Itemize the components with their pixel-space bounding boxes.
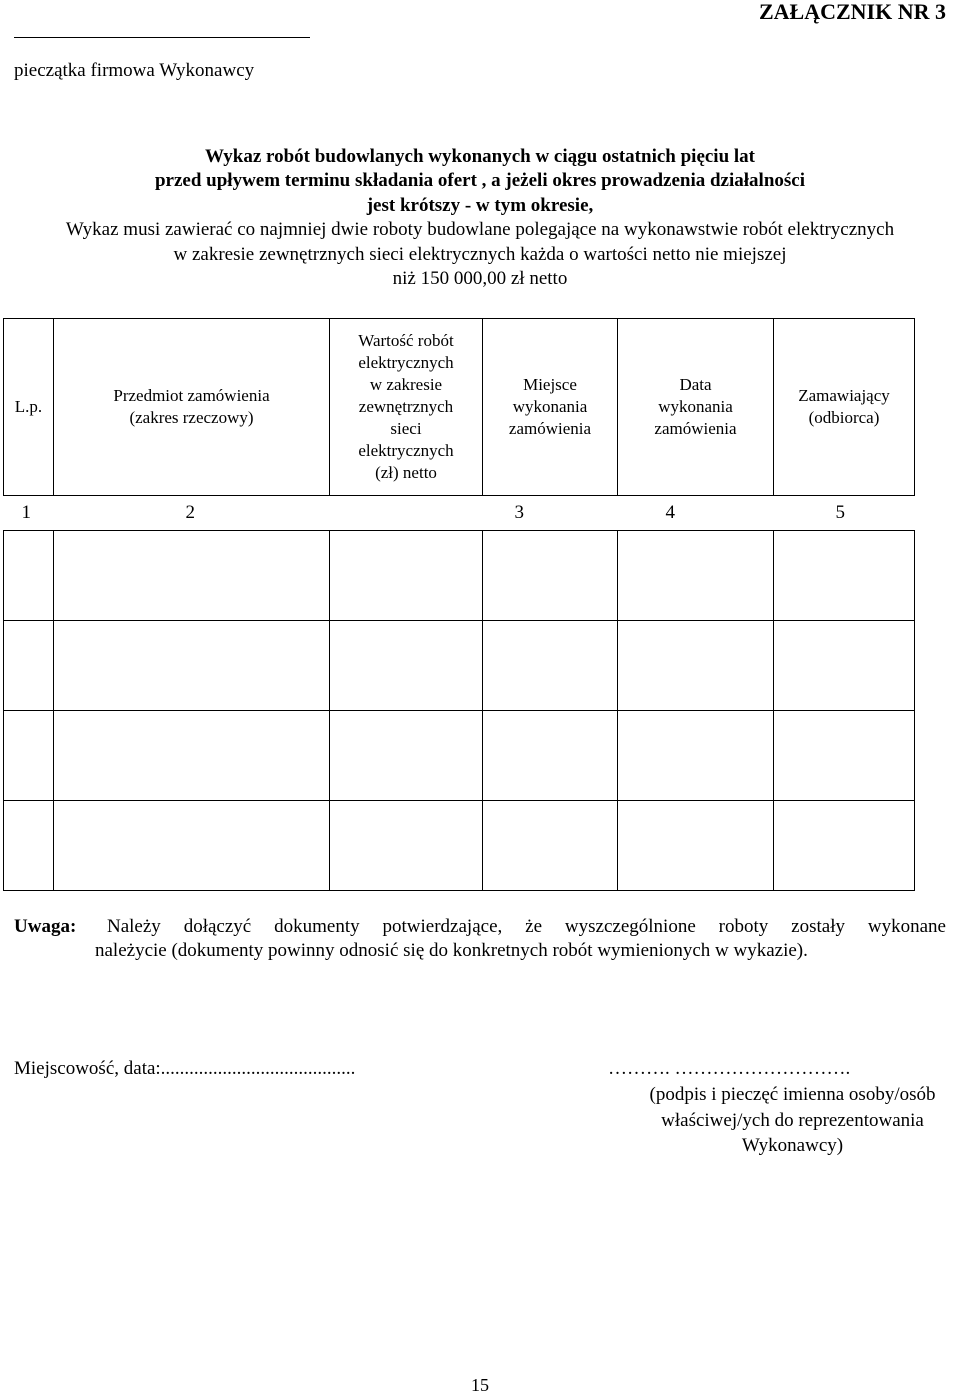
table-cell[interactable]	[618, 531, 774, 621]
document-heading	[0, 145, 960, 291]
table-cell[interactable]	[774, 531, 915, 621]
table-header-row	[4, 319, 915, 496]
column-number: 1	[21, 502, 31, 523]
table-cell[interactable]	[483, 801, 618, 891]
table-cell[interactable]	[483, 531, 618, 621]
heading-line-2: przed upływem terminu składania ofert , a jeżeli okres prowadzenia działalności	[154, 170, 806, 192]
table-cell[interactable]	[54, 531, 330, 621]
table-cell[interactable]	[330, 711, 483, 801]
table-row	[4, 621, 915, 711]
note-block	[14, 915, 946, 963]
table-cell[interactable]	[4, 711, 54, 801]
table-row	[4, 531, 915, 621]
note-label: Uwaga:	[14, 916, 77, 937]
column-number-row	[4, 496, 915, 531]
column-number: 5	[835, 502, 845, 523]
table-cell[interactable]	[330, 801, 483, 891]
table-cell[interactable]	[330, 531, 483, 621]
column-number: 3	[514, 502, 524, 523]
table-cell[interactable]	[4, 531, 54, 621]
stamp-signature-line	[14, 37, 310, 38]
table-cell[interactable]	[483, 621, 618, 711]
table-cell[interactable]	[483, 711, 618, 801]
place-date-field: Miejscowość, data:.........................................	[14, 1058, 356, 1079]
heading-line-1: Wykaz robót budowlanych wykonanych w ciągu ostatnich pięciu lat	[204, 146, 756, 167]
page-number: 15	[471, 1375, 489, 1395]
attachment-number: ZAŁĄCZNIK NR 3	[758, 0, 946, 24]
note-text-line-1: Należy dołączyć dokumenty potwierdzające, że wyszczególnione roboty zostały wykonane	[107, 916, 946, 937]
table-cell[interactable]	[618, 711, 774, 801]
header-date: Data wykonania zamówienia	[618, 319, 774, 496]
heading-line-3: jest krótszy - w tym okresie,	[366, 194, 594, 216]
note-text-line-2: należycie (dokumenty powinny odnosić się do konkretnych robót wymienionych w wykazie).	[95, 940, 808, 961]
heading-line-6: niż 150 000,00 zł netto	[392, 268, 568, 290]
table-row	[4, 711, 915, 801]
signature-dots: ………. ……………………….	[608, 1058, 851, 1079]
header-place: Miejsce wykonania zamówienia	[483, 319, 618, 496]
table-cell[interactable]	[54, 801, 330, 891]
header-value: Wartość robót elektrycznych w zakresie zewnętrznych sieci elektrycznych (zł) netto	[330, 319, 483, 496]
header-subject: Przedmiot zamówienia (zakres rzeczowy)	[54, 319, 330, 496]
signature-caption: (podpis i pieczęć imienna osoby/osób właściwej/ych do reprezentowania Wykonawcy)	[649, 1084, 936, 1156]
heading-line-4: Wykaz musi zawierać co najmniej dwie roboty budowlane polegające na wykonawstwie robót elektrycznych	[65, 219, 895, 241]
company-stamp-label: pieczątka firmowa Wykonawcy	[14, 60, 255, 81]
heading-line-5: w zakresie zewnętrznych sieci elektrycznych każda o wartości netto nie miejszej	[173, 243, 787, 265]
table-cell[interactable]	[54, 621, 330, 711]
header-lp: L.p.	[4, 319, 54, 496]
column-number: 4	[665, 502, 675, 523]
table-cell[interactable]	[774, 621, 915, 711]
table-cell[interactable]	[54, 711, 330, 801]
header-client: Zamawiający (odbiorca)	[774, 319, 915, 496]
table-cell[interactable]	[330, 621, 483, 711]
column-number: 2	[185, 502, 195, 523]
table-cell[interactable]	[4, 801, 54, 891]
column-numbers	[4, 496, 915, 531]
table-cell[interactable]	[618, 801, 774, 891]
works-table	[3, 318, 915, 891]
table-cell[interactable]	[4, 621, 54, 711]
table-cell[interactable]	[774, 801, 915, 891]
table-row	[4, 801, 915, 891]
table-cell[interactable]	[774, 711, 915, 801]
table-cell[interactable]	[618, 621, 774, 711]
